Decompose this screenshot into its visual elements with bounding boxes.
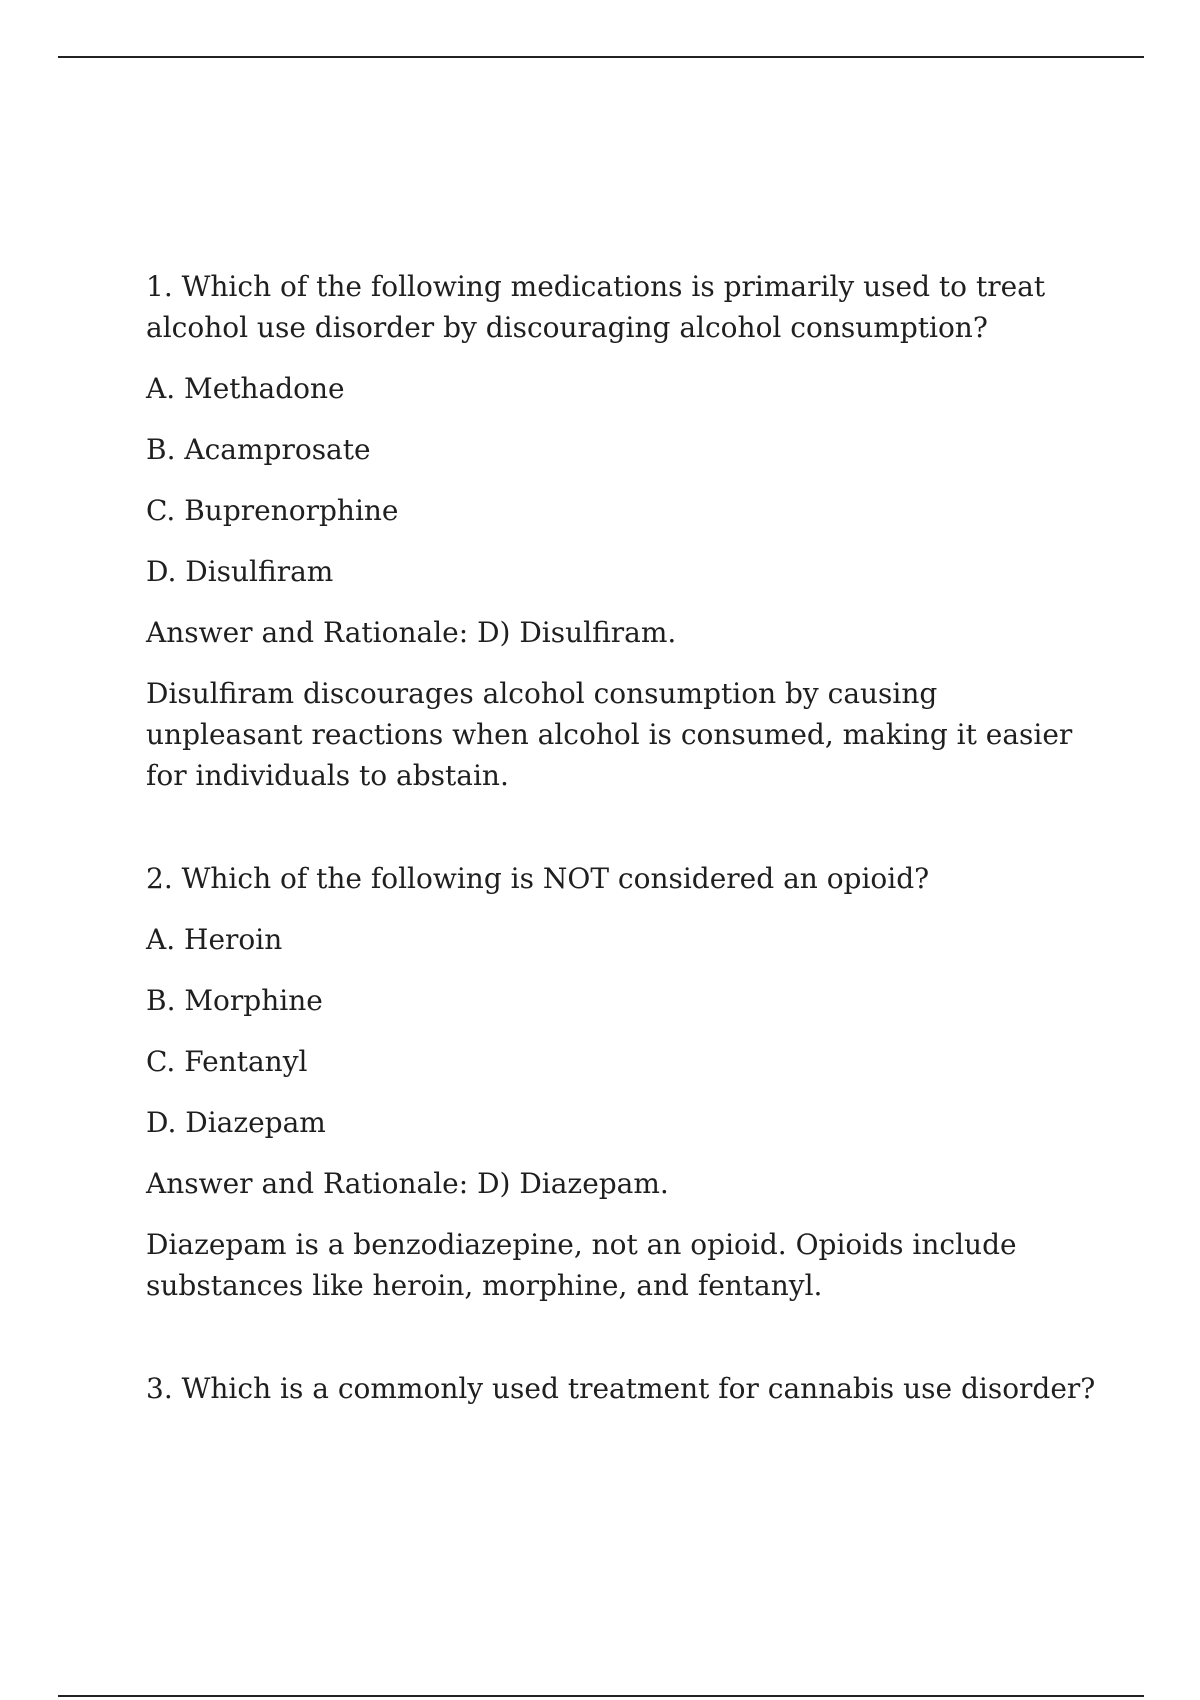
option-c: C. Fentanyl (146, 1045, 308, 1078)
question-prompt: 3. Which is a commonly used treatment for cannabis use disorder? (146, 1372, 1096, 1405)
question-prompt: 2. Which of the following is NOT considered an opioid? (146, 862, 930, 895)
option-a: A. Heroin (146, 923, 283, 956)
question-3 (146, 1368, 1096, 1409)
rationale-text: Disulfiram discourages alcohol consumption by causing unpleasant reactions when alcohol is consumed, making it easier for individuals to abstain. (146, 677, 1073, 792)
option-d: D. Disulfiram (146, 555, 334, 588)
rationale-text: Diazepam is a benzodiazepine, not an opioid. Opioids include substances like heroin, morphine, and fentanyl. (146, 1228, 1017, 1302)
document-body (146, 266, 1096, 1429)
option-b: B. Morphine (146, 984, 323, 1017)
top-rule (58, 56, 1144, 58)
option-c: C. Buprenorphine (146, 494, 399, 527)
question-1 (146, 266, 1096, 796)
question-2 (146, 858, 1096, 1306)
bottom-rule (58, 1695, 1144, 1697)
option-b: B. Acamprosate (146, 433, 371, 466)
option-a: A. Methadone (146, 372, 345, 405)
answer-line: Answer and Rationale: D) Diazepam. (146, 1167, 669, 1200)
answer-line: Answer and Rationale: D) Disulfiram. (146, 616, 677, 649)
question-prompt: 1. Which of the following medications is primarily used to treat alcohol use disorder by discouraging alcohol consumption? (146, 270, 1046, 344)
option-d: D. Diazepam (146, 1106, 326, 1139)
